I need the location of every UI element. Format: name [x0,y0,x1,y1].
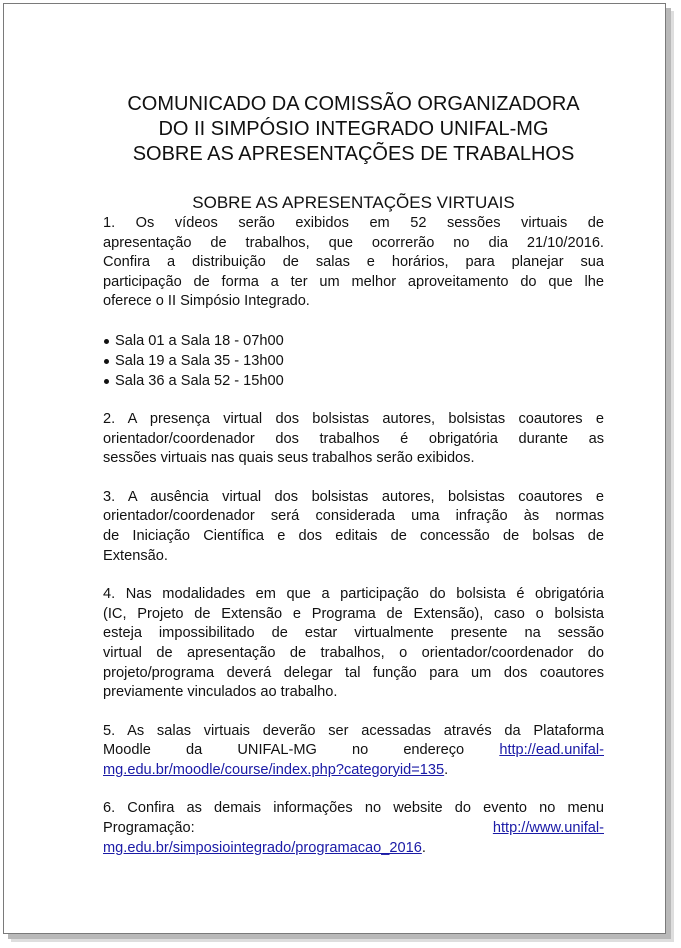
program-link[interactable]: http://www.unifal- [492,820,604,837]
paragraph-line: 3. A ausência virtual dos bolsistas autores, bolsistas coautores e [103,488,604,505]
paragraph-line: projeto/programa deverá delegar tal função para um dos coautores [103,664,604,681]
room-schedule-list [103,331,604,391]
room-schedule-text: Sala 36 a Sala 52 - 15h00 [115,372,284,389]
paragraph-line: Extensão. [103,547,168,564]
period: . [421,839,426,856]
paragraph-line [103,741,604,761]
paragraph-item-3 [103,488,604,566]
list-item [103,371,604,391]
list-item [103,331,604,351]
paragraph-line: 5. As salas virtuais deverão ser acessadas através da Plataforma [103,722,604,739]
bullet-icon [104,379,109,384]
paragraph-line [103,839,604,859]
paragraph-item-4 [103,585,604,703]
document-content [103,92,604,858]
bullet-icon [104,359,109,364]
paragraph-line: de Iniciação Científica e dos editais de concessão de bolsas de [103,527,604,544]
title-line-2: DO II SIMPÓSIO INTEGRADO UNIFAL-MG [158,118,549,140]
title-line-1: COMUNICADO DA COMISSÃO ORGANIZADORA [127,93,580,115]
paragraph-line: (IC, Projeto de Extensão e Programa de Extensão), caso o bolsista [103,605,604,622]
paragraph-item-6 [103,799,604,858]
moodle-link-continued[interactable]: mg.edu.br/moodle/course/index.php?categoryid=135 [103,761,445,778]
paragraph-line [103,761,604,781]
programacao-label: Programação: [103,820,195,837]
period: . [444,761,449,778]
paragraph-item-2 [103,410,604,469]
bullet-icon [104,339,109,344]
paragraph-line: orientador/coordenador dos trabalhos é obrigatória durante as [103,430,604,447]
paragraph-line: orientador/coordenador será considerada uma infração às normas [103,508,604,525]
paragraph-line: esteja impossibilitado de estar virtualmente presente na sessão [103,625,604,642]
moodle-text: Moodle da UNIFAL-MG no endereço [103,742,465,759]
paragraph-line: Confira a distribuição de salas e horários, para planejar sua [103,254,604,271]
section-subtitle: SOBRE AS APRESENTAÇÕES VIRTUAIS [192,193,515,212]
paragraph-line: 6. Confira as demais informações no website do evento no menu [103,800,604,817]
document-title [103,92,604,167]
paragraph-item-5 [103,722,604,781]
program-link-continued[interactable]: mg.edu.br/simposiointegrado/programacao_2016 [103,839,422,856]
title-line-3: SOBRE AS APRESENTAÇÕES DE TRABALHOS [132,143,575,165]
paragraph-line: oferece o II Simpósio Integrado. [103,293,310,310]
room-schedule-text: Sala 01 a Sala 18 - 07h00 [115,332,284,349]
room-schedule-text: Sala 19 a Sala 35 - 13h00 [115,352,284,369]
paragraph-line [103,819,604,839]
paragraph-line: participação de forma a ter um melhor aproveitamento do que lhe [103,273,604,290]
paragraph-line: virtual de apresentação de trabalhos, o orientador/coordenador do [103,644,604,661]
paragraph-line: previamente vinculados ao trabalho. [103,684,338,701]
paragraph-line: sessões virtuais nas quais seus trabalhos serão exibidos. [103,450,475,467]
list-item [103,351,604,371]
paragraph-item-1 [103,214,604,312]
moodle-link[interactable]: http://ead.unifal- [499,742,604,759]
paragraph-line: 2. A presença virtual dos bolsistas autores, bolsistas coautores e [103,410,604,427]
paragraph-line: 4. Nas modalidades em que a participação do bolsista é obrigatória [103,586,604,603]
paragraph-line: 1. Os vídeos serão exibidos em 52 sessões virtuais de [103,215,604,231]
paragraph-line: apresentação de trabalhos, que ocorrerão no dia 21/10/2016. [103,234,604,251]
